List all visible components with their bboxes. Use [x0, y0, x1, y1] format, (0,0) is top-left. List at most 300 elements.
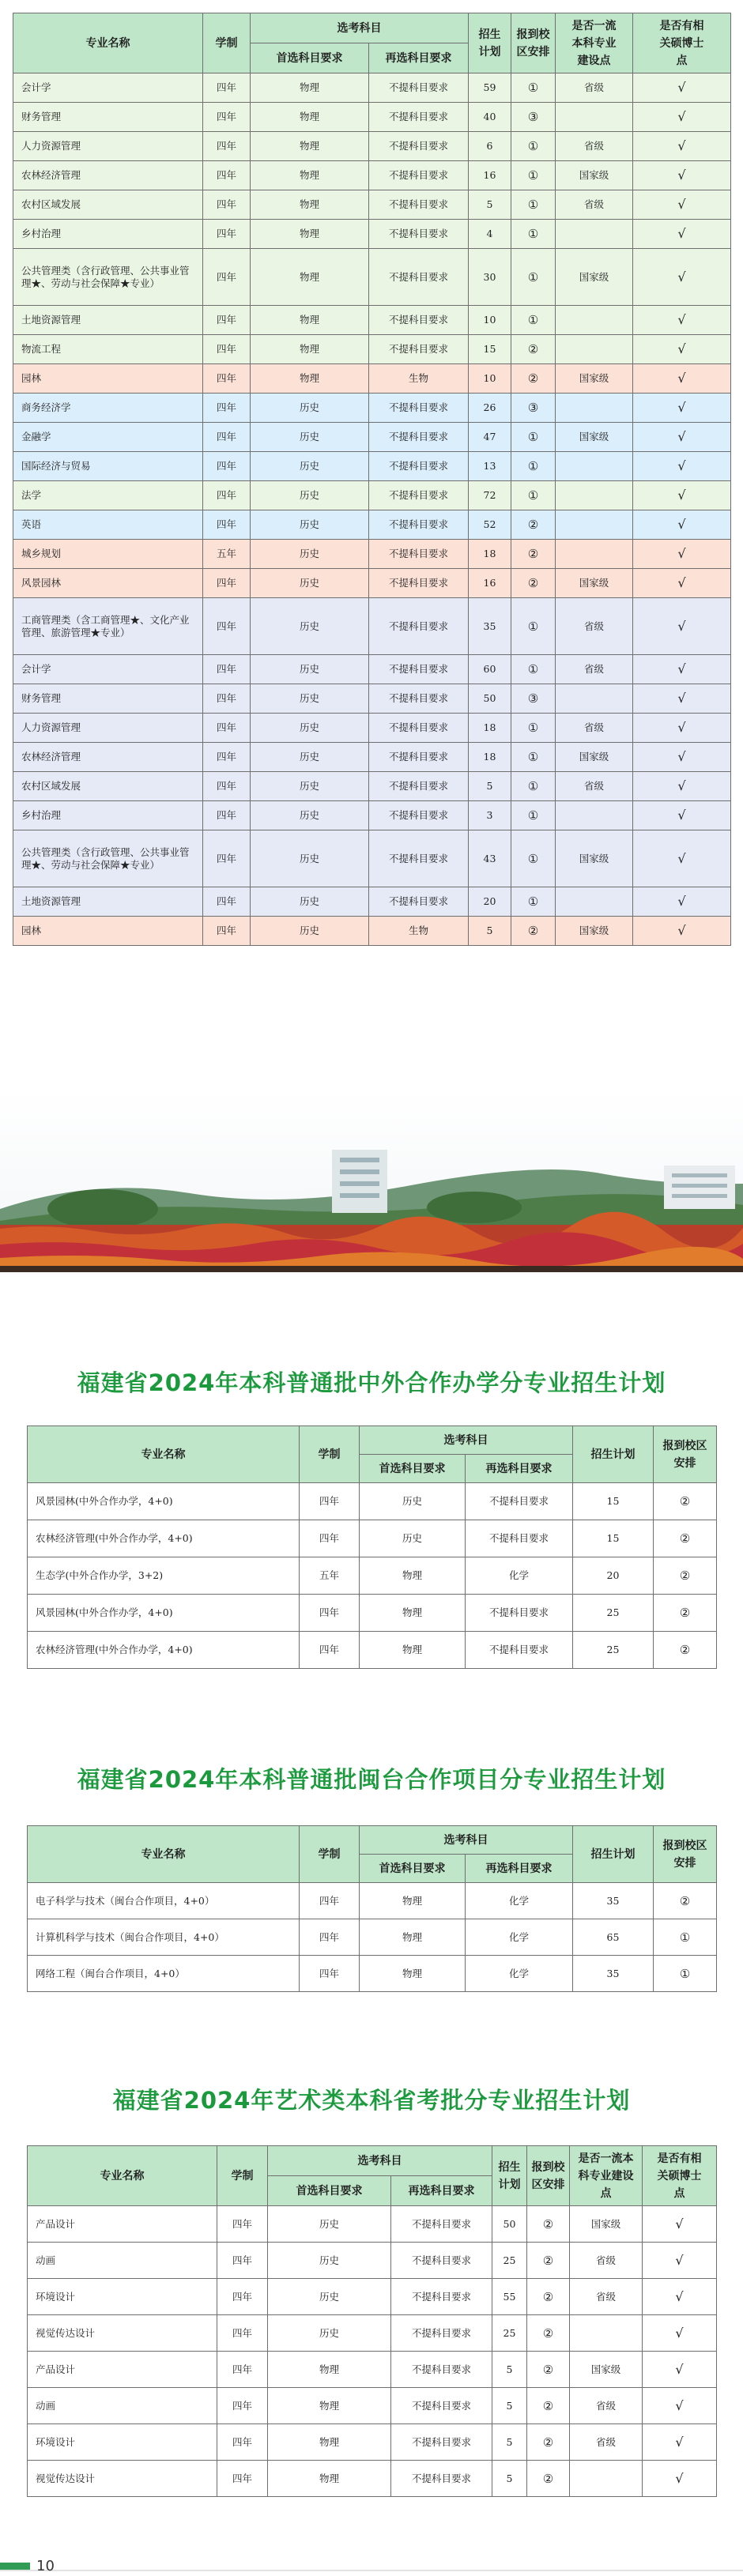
first-class-cell	[556, 103, 633, 132]
campus-cell: ②	[511, 917, 556, 946]
second-subject-cell: 不提科目要求	[369, 161, 469, 190]
table-row	[13, 335, 731, 364]
years-cell: 四年	[203, 684, 251, 714]
years-cell: 四年	[203, 335, 251, 364]
years-cell: 四年	[300, 1595, 360, 1632]
first-class-cell: 省级	[556, 73, 633, 103]
second-subject-cell: 不提科目要求	[391, 2352, 492, 2388]
campus-cell: ①	[511, 161, 556, 190]
second-subject-cell: 不提科目要求	[369, 569, 469, 598]
quota-cell: 5	[492, 2461, 527, 2497]
quota-cell: 35	[469, 598, 511, 655]
first-class-cell: 国家级	[556, 743, 633, 772]
first-subject-cell: 历史	[251, 452, 369, 481]
quota-cell: 15	[573, 1483, 654, 1520]
campus-cell: ①	[654, 1919, 717, 1956]
first-class-cell	[556, 394, 633, 423]
header-first-subject: 首选科目要求	[360, 1855, 466, 1883]
header-second-subject: 再选科目要求	[466, 1455, 573, 1483]
table-row	[13, 540, 731, 569]
quota-cell: 35	[573, 1956, 654, 1992]
first-class-cell	[556, 220, 633, 249]
first-subject-cell: 历史	[251, 598, 369, 655]
first-subject-cell: 物理	[251, 249, 369, 306]
table-row	[13, 364, 731, 394]
campus-cell: ①	[511, 655, 556, 684]
header-campus: 报到校区安排	[527, 2146, 570, 2206]
campus-cell: ①	[511, 481, 556, 510]
second-subject-cell: 不提科目要求	[369, 103, 469, 132]
phd-cell: √	[643, 2461, 717, 2497]
years-cell: 四年	[217, 2352, 268, 2388]
header-years: 学制	[203, 13, 251, 73]
second-subject-cell: 化学	[466, 1956, 573, 1992]
campus-cell: ②	[527, 2352, 570, 2388]
table-row	[28, 2424, 717, 2461]
header-major: 专业名称	[13, 13, 203, 73]
header-years: 学制	[300, 1426, 360, 1483]
table-row	[13, 598, 731, 655]
phd-cell: √	[633, 103, 731, 132]
major-name-cell: 国际经济与贸易	[13, 452, 203, 481]
table-row	[28, 2315, 717, 2352]
second-subject-cell: 不提科目要求	[369, 220, 469, 249]
campus-cell: ①	[511, 190, 556, 220]
first-class-cell	[556, 801, 633, 830]
table-row	[13, 220, 731, 249]
campus-cell: ①	[511, 598, 556, 655]
second-subject-cell: 不提科目要求	[391, 2424, 492, 2461]
header-second-subject: 再选科目要求	[466, 1855, 573, 1883]
campus-cell: ②	[511, 569, 556, 598]
years-cell: 四年	[203, 161, 251, 190]
years-cell: 四年	[203, 249, 251, 306]
first-class-cell	[556, 684, 633, 714]
campus-cell: ①	[511, 743, 556, 772]
second-subject-cell: 不提科目要求	[391, 2388, 492, 2424]
first-subject-cell: 历史	[251, 540, 369, 569]
first-class-cell: 省级	[556, 132, 633, 161]
header-major: 专业名称	[28, 1826, 300, 1883]
phd-cell: √	[633, 394, 731, 423]
first-subject-cell: 物理	[251, 220, 369, 249]
quota-cell: 52	[469, 510, 511, 540]
phd-cell: √	[643, 2352, 717, 2388]
table-row	[13, 452, 731, 481]
years-cell: 四年	[203, 132, 251, 161]
campus-cell: ③	[511, 394, 556, 423]
major-plan-table-fujian-taiwan	[27, 1825, 717, 1992]
phd-cell: √	[643, 2424, 717, 2461]
header-phd: 是否有相关硕博士点	[633, 13, 731, 73]
table-row	[13, 772, 731, 801]
header-years: 学制	[300, 1826, 360, 1883]
first-subject-cell: 历史	[251, 772, 369, 801]
campus-cell: ①	[511, 220, 556, 249]
first-subject-cell: 历史	[251, 655, 369, 684]
major-plan-table-general	[13, 13, 731, 946]
quota-cell: 5	[492, 2424, 527, 2461]
quota-cell: 15	[469, 335, 511, 364]
first-class-cell	[556, 510, 633, 540]
campus-cell: ②	[511, 364, 556, 394]
quota-cell: 4	[469, 220, 511, 249]
header-second-subject: 再选科目要求	[369, 43, 469, 73]
second-subject-cell: 生物	[369, 917, 469, 946]
major-plan-table-art	[27, 2145, 717, 2497]
first-class-cell: 省级	[556, 772, 633, 801]
second-subject-cell: 不提科目要求	[369, 655, 469, 684]
years-cell: 五年	[300, 1557, 360, 1595]
phd-cell: √	[643, 2388, 717, 2424]
second-subject-cell: 生物	[369, 364, 469, 394]
second-subject-cell: 不提科目要求	[369, 714, 469, 743]
years-cell: 四年	[300, 1632, 360, 1669]
campus-cell: ①	[511, 73, 556, 103]
first-class-cell	[570, 2461, 643, 2497]
major-name-cell: 视觉传达设计	[28, 2461, 217, 2497]
years-cell: 四年	[203, 569, 251, 598]
major-name-cell: 金融学	[13, 423, 203, 452]
table-row	[28, 2461, 717, 2497]
campus-cell: ②	[527, 2424, 570, 2461]
years-cell: 四年	[203, 510, 251, 540]
quota-cell: 30	[469, 249, 511, 306]
section-title-fujian-taiwan: 福建省2024年本科普通批闽台合作项目分专业招生计划	[77, 1766, 666, 1793]
major-name-cell: 财务管理	[13, 684, 203, 714]
quota-cell: 13	[469, 452, 511, 481]
first-subject-cell: 物理	[360, 1595, 466, 1632]
header-subjects: 选考科目	[360, 1426, 573, 1455]
years-cell: 四年	[217, 2388, 268, 2424]
campus-cell: ②	[511, 540, 556, 569]
campus-cell: ①	[511, 132, 556, 161]
campus-cell: ①	[511, 714, 556, 743]
table-row	[13, 306, 731, 335]
second-subject-cell: 不提科目要求	[369, 510, 469, 540]
phd-cell: √	[633, 73, 731, 103]
second-subject-cell: 不提科目要求	[391, 2279, 492, 2315]
footer-rule	[0, 2570, 743, 2571]
years-cell: 四年	[203, 103, 251, 132]
first-class-cell	[556, 335, 633, 364]
campus-cell: ②	[527, 2388, 570, 2424]
first-subject-cell: 物理	[251, 364, 369, 394]
phd-cell: √	[633, 249, 731, 306]
years-cell: 四年	[203, 887, 251, 917]
second-subject-cell: 不提科目要求	[369, 190, 469, 220]
phd-cell: √	[643, 2206, 717, 2243]
first-class-cell	[556, 887, 633, 917]
first-subject-cell: 物理	[268, 2352, 391, 2388]
header-campus: 报到校区安排	[654, 1826, 717, 1883]
first-subject-cell: 物理	[251, 161, 369, 190]
campus-cell: ①	[511, 801, 556, 830]
first-subject-cell: 物理	[251, 103, 369, 132]
campus-cell: ①	[511, 249, 556, 306]
major-name-cell: 园林	[13, 364, 203, 394]
major-name-cell: 风景园林(中外合作办学，4+0)	[28, 1595, 300, 1632]
major-name-cell: 英语	[13, 510, 203, 540]
first-subject-cell: 历史	[251, 684, 369, 714]
second-subject-cell: 不提科目要求	[369, 801, 469, 830]
campus-cell: ①	[511, 306, 556, 335]
phd-cell: √	[633, 190, 731, 220]
first-class-cell: 省级	[556, 598, 633, 655]
major-name-cell: 园林	[13, 917, 203, 946]
table-row	[28, 1557, 717, 1595]
section-title-sino-foreign: 福建省2024年本科普通批中外合作办学分专业招生计划	[77, 1369, 666, 1396]
years-cell: 四年	[217, 2206, 268, 2243]
phd-cell: √	[633, 714, 731, 743]
header-firstclass: 是否一流本科专业建设点	[556, 13, 633, 73]
phd-cell: √	[633, 917, 731, 946]
first-subject-cell: 物理	[360, 1632, 466, 1669]
campus-cell: ②	[654, 1883, 717, 1919]
first-subject-cell: 历史	[251, 481, 369, 510]
table-row	[13, 190, 731, 220]
header-major: 专业名称	[28, 2146, 217, 2206]
phd-cell: √	[633, 452, 731, 481]
major-plan-table-sino-foreign	[27, 1425, 717, 1669]
years-cell: 四年	[203, 364, 251, 394]
years-cell: 四年	[203, 190, 251, 220]
quota-cell: 10	[469, 364, 511, 394]
header-years: 学制	[217, 2146, 268, 2206]
header-campus: 报到校区安排	[654, 1426, 717, 1483]
second-subject-cell: 化学	[466, 1557, 573, 1595]
major-name-cell: 土地资源管理	[13, 306, 203, 335]
years-cell: 四年	[203, 655, 251, 684]
table-row	[13, 917, 731, 946]
first-subject-cell: 历史	[251, 394, 369, 423]
campus-cell: ②	[654, 1520, 717, 1557]
major-name-cell: 环境设计	[28, 2279, 217, 2315]
quota-cell: 25	[492, 2243, 527, 2279]
years-cell: 四年	[300, 1483, 360, 1520]
quota-cell: 65	[573, 1919, 654, 1956]
major-name-cell: 物流工程	[13, 335, 203, 364]
first-class-cell: 省级	[570, 2388, 643, 2424]
first-class-cell: 国家级	[556, 161, 633, 190]
table-row	[13, 423, 731, 452]
first-subject-cell: 物理	[251, 335, 369, 364]
quota-cell: 10	[469, 306, 511, 335]
phd-cell: √	[633, 220, 731, 249]
phd-cell: √	[643, 2279, 717, 2315]
table-row	[13, 569, 731, 598]
second-subject-cell: 不提科目要求	[391, 2206, 492, 2243]
campus-cell: ③	[511, 103, 556, 132]
quota-cell: 15	[573, 1520, 654, 1557]
header-campus: 报到校区安排	[511, 13, 556, 73]
second-subject-cell: 不提科目要求	[369, 132, 469, 161]
quota-cell: 35	[573, 1883, 654, 1919]
table-row	[13, 132, 731, 161]
first-subject-cell: 历史	[251, 423, 369, 452]
quota-cell: 18	[469, 540, 511, 569]
table-row	[13, 801, 731, 830]
first-class-cell: 省级	[570, 2243, 643, 2279]
header-first-subject: 首选科目要求	[251, 43, 369, 73]
second-subject-cell: 不提科目要求	[369, 772, 469, 801]
phd-cell: √	[633, 801, 731, 830]
quota-cell: 6	[469, 132, 511, 161]
first-subject-cell: 历史	[251, 743, 369, 772]
first-subject-cell: 历史	[251, 917, 369, 946]
table-row	[13, 394, 731, 423]
table-row	[28, 1520, 717, 1557]
major-name-cell: 土地资源管理	[13, 887, 203, 917]
years-cell: 四年	[217, 2424, 268, 2461]
major-name-cell: 人力资源管理	[13, 714, 203, 743]
second-subject-cell: 不提科目要求	[369, 394, 469, 423]
major-name-cell: 乡村治理	[13, 220, 203, 249]
phd-cell: √	[633, 540, 731, 569]
phd-cell: √	[633, 364, 731, 394]
campus-cell: ②	[654, 1595, 717, 1632]
years-cell: 四年	[217, 2243, 268, 2279]
table-row	[28, 1956, 717, 1992]
years-cell: 四年	[203, 801, 251, 830]
years-cell: 四年	[300, 1520, 360, 1557]
first-subject-cell: 物理	[360, 1919, 466, 1956]
quota-cell: 5	[469, 772, 511, 801]
major-name-cell: 电子科学与技术（闽台合作项目，4+0）	[28, 1883, 300, 1919]
table-row	[13, 830, 731, 887]
second-subject-cell: 不提科目要求	[391, 2315, 492, 2352]
major-name-cell: 农林经济管理(中外合作办学，4+0)	[28, 1632, 300, 1669]
page-number: 10	[36, 2558, 55, 2574]
quota-cell: 55	[492, 2279, 527, 2315]
quota-cell: 3	[469, 801, 511, 830]
major-name-cell: 农林经济管理	[13, 743, 203, 772]
first-class-cell: 国家级	[556, 423, 633, 452]
quota-cell: 60	[469, 655, 511, 684]
major-name-cell: 环境设计	[28, 2424, 217, 2461]
major-name-cell: 农村区域发展	[13, 190, 203, 220]
quota-cell: 5	[469, 190, 511, 220]
second-subject-cell: 不提科目要求	[369, 684, 469, 714]
major-name-cell: 农村区域发展	[13, 772, 203, 801]
first-subject-cell: 历史	[360, 1483, 466, 1520]
campus-cell: ②	[527, 2461, 570, 2497]
second-subject-cell: 不提科目要求	[466, 1632, 573, 1669]
phd-cell: √	[633, 306, 731, 335]
table-row	[13, 103, 731, 132]
table-row	[28, 1483, 717, 1520]
first-subject-cell: 物理	[360, 1956, 466, 1992]
header-quota: 招生计划	[573, 1826, 654, 1883]
header-quota: 招生计划	[469, 13, 511, 73]
years-cell: 四年	[203, 481, 251, 510]
first-subject-cell: 历史	[360, 1520, 466, 1557]
major-name-cell: 风景园林	[13, 569, 203, 598]
first-class-cell	[556, 306, 633, 335]
phd-cell: √	[633, 887, 731, 917]
first-class-cell: 国家级	[556, 569, 633, 598]
second-subject-cell: 化学	[466, 1883, 573, 1919]
major-name-cell: 农林经济管理	[13, 161, 203, 190]
campus-cell: ②	[527, 2243, 570, 2279]
table-row	[28, 1632, 717, 1669]
table-row	[28, 2206, 717, 2243]
section-title-art: 福建省2024年艺术类本科省考批分专业招生计划	[112, 2087, 631, 2114]
major-name-cell: 视觉传达设计	[28, 2315, 217, 2352]
header-second-subject: 再选科目要求	[391, 2176, 492, 2206]
quota-cell: 25	[573, 1595, 654, 1632]
second-subject-cell: 不提科目要求	[369, 249, 469, 306]
header-quota: 招生计划	[492, 2146, 527, 2206]
years-cell: 四年	[203, 714, 251, 743]
major-name-cell: 财务管理	[13, 103, 203, 132]
phd-cell: √	[633, 684, 731, 714]
quota-cell: 47	[469, 423, 511, 452]
second-subject-cell: 化学	[466, 1919, 573, 1956]
major-name-cell: 人力资源管理	[13, 132, 203, 161]
table-row	[28, 2352, 717, 2388]
campus-cell: ①	[511, 830, 556, 887]
phd-cell: √	[633, 481, 731, 510]
table-row	[13, 249, 731, 306]
first-class-cell: 国家级	[556, 364, 633, 394]
campus-cell: ①	[511, 887, 556, 917]
campus-cell: ①	[511, 423, 556, 452]
quota-cell: 16	[469, 569, 511, 598]
first-subject-cell: 历史	[251, 801, 369, 830]
table-row	[28, 1595, 717, 1632]
table-row	[28, 2388, 717, 2424]
major-name-cell: 农林经济管理(中外合作办学，4+0)	[28, 1520, 300, 1557]
table-row	[13, 887, 731, 917]
header-subjects: 选考科目	[268, 2146, 492, 2176]
first-subject-cell: 物理	[268, 2461, 391, 2497]
campus-photo-illustration	[0, 1090, 743, 1272]
first-class-cell: 国家级	[570, 2352, 643, 2388]
years-cell: 五年	[203, 540, 251, 569]
table-row	[13, 655, 731, 684]
first-class-cell: 国家级	[556, 249, 633, 306]
first-subject-cell: 历史	[251, 887, 369, 917]
quota-cell: 25	[492, 2315, 527, 2352]
campus-cell: ③	[511, 684, 556, 714]
years-cell: 四年	[203, 917, 251, 946]
table-row	[28, 1883, 717, 1919]
campus-cell: ②	[511, 510, 556, 540]
quota-cell: 40	[469, 103, 511, 132]
quota-cell: 59	[469, 73, 511, 103]
quota-cell: 18	[469, 743, 511, 772]
major-name-cell: 会计学	[13, 73, 203, 103]
header-phd: 是否有相关硕博士点	[643, 2146, 717, 2206]
first-subject-cell: 历史	[268, 2206, 391, 2243]
first-subject-cell: 物理	[251, 306, 369, 335]
major-name-cell: 动画	[28, 2243, 217, 2279]
table-row	[13, 743, 731, 772]
second-subject-cell: 不提科目要求	[466, 1483, 573, 1520]
phd-cell: √	[633, 335, 731, 364]
first-subject-cell: 物理	[268, 2424, 391, 2461]
second-subject-cell: 不提科目要求	[369, 830, 469, 887]
second-subject-cell: 不提科目要求	[369, 335, 469, 364]
years-cell: 四年	[203, 772, 251, 801]
first-subject-cell: 历史	[268, 2315, 391, 2352]
phd-cell: √	[633, 772, 731, 801]
quota-cell: 5	[492, 2388, 527, 2424]
major-name-cell: 计算机科学与技术（闽台合作项目，4+0）	[28, 1919, 300, 1956]
major-name-cell: 乡村治理	[13, 801, 203, 830]
second-subject-cell: 不提科目要求	[369, 423, 469, 452]
